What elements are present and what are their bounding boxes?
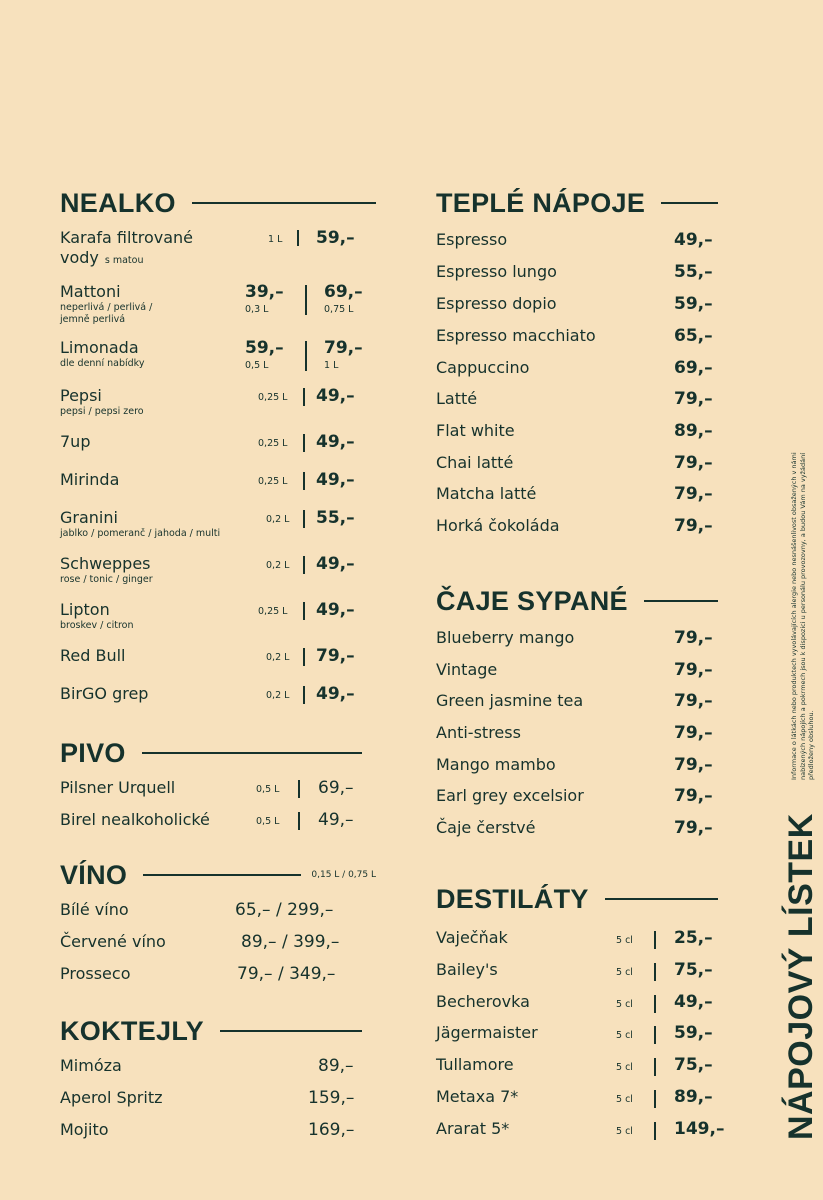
item-name: Mattoni — [60, 282, 121, 301]
item-price: 49,– — [316, 470, 355, 490]
menu-item — [60, 900, 376, 922]
item-name: Anti-stress — [436, 723, 521, 742]
item-price: 79,– — [674, 691, 713, 711]
price-separator — [298, 812, 300, 830]
item-description: rose / tonic / ginger — [60, 574, 153, 585]
section-header — [60, 186, 376, 220]
section-pivo — [60, 736, 376, 830]
item-name: Blueberry mango — [436, 628, 575, 647]
volume-note: 0,15 L / 0,75 L — [311, 870, 376, 880]
allergen-note: Informace o látkách nebo produktech vyvolávajících alergie nebo nesnášenlivost obsažených v námi nabízených nápojích a pokrmech jsou k dispozici u personálu provozovny, a budou Vám na vyžádání předloženy obsluhou. — [790, 452, 815, 780]
menu-item — [436, 691, 728, 713]
item-description: jablko / pomeranč / jahoda / multi — [60, 528, 221, 539]
item-description-line2: jemně perlivá — [60, 314, 126, 325]
item-volume: 0,25 L — [258, 438, 288, 449]
item-name: Birel nealkoholické — [60, 810, 210, 829]
menu-item — [436, 230, 728, 252]
price-separator — [297, 230, 299, 246]
item-price: 49,– — [318, 810, 354, 830]
section-header — [60, 736, 376, 770]
item-price: 79,– — [674, 389, 713, 409]
price-separator — [298, 780, 300, 798]
item-name: BirGO grep — [60, 684, 149, 703]
price-separator — [654, 931, 656, 949]
menu-item — [60, 470, 376, 492]
item-name: Aperol Spritz — [60, 1088, 163, 1107]
price-separator — [654, 1058, 656, 1076]
item-volume: 0,2 L — [266, 514, 290, 525]
item-volume: 5 cl — [616, 1094, 633, 1105]
item-price: 69,– — [318, 778, 354, 798]
menu-item — [436, 326, 728, 348]
menu-item — [60, 338, 376, 374]
menu-item — [60, 646, 376, 668]
item-name: Matcha latté — [436, 484, 537, 503]
menu-item — [436, 358, 728, 380]
item-price-large: 79,– — [324, 338, 363, 358]
item-name: Vintage — [436, 660, 498, 679]
item-name: Earl grey excelsior — [436, 786, 584, 805]
section-divider — [661, 202, 718, 204]
item-name: Latté — [436, 389, 478, 408]
menu-item — [60, 228, 376, 268]
menu-item — [60, 684, 376, 706]
section-destilaty — [436, 882, 728, 1139]
price-separator — [303, 648, 305, 666]
item-volume: 0,25 L — [258, 476, 288, 487]
item-price: 59,– — [674, 294, 713, 314]
menu-item — [436, 484, 728, 506]
item-volume: 5 cl — [616, 967, 633, 978]
item-price: 49,– — [316, 600, 355, 620]
item-name: Lipton — [60, 600, 110, 619]
item-price: 79,– — [674, 628, 713, 648]
item-volume: 5 cl — [616, 1030, 633, 1041]
menu-item — [60, 554, 376, 588]
item-name: Espresso macchiato — [436, 326, 596, 345]
item-price: 49,– — [316, 432, 355, 452]
item-name: Mirinda — [60, 470, 120, 489]
item-volume: 0,2 L — [266, 560, 290, 571]
item-name: Mojito — [60, 1120, 109, 1139]
section-divider — [644, 600, 718, 602]
item-name: Bílé víno — [60, 900, 129, 919]
item-volume: 0,25 L — [258, 392, 288, 403]
section-title: ČAJE SYPANÉ — [436, 585, 628, 616]
item-price: 79,– — [674, 484, 713, 504]
item-description: pepsi / pepsi zero — [60, 406, 144, 417]
price-separator — [305, 285, 307, 315]
item-name: Espresso dopio — [436, 294, 557, 313]
menu-item — [60, 600, 376, 634]
item-price-small: 39,– — [245, 282, 284, 302]
item-price: 79,– — [674, 755, 713, 775]
item-price: 49,– — [674, 992, 713, 1012]
item-price: 89,– — [318, 1056, 354, 1076]
item-name: Mango mambo — [436, 755, 556, 774]
item-description: neperlivá / perlivá / — [60, 302, 153, 313]
menu-item — [60, 1056, 376, 1078]
price-separator — [654, 963, 656, 981]
item-name: Vaječňak — [436, 928, 508, 947]
item-name: Espresso — [436, 230, 508, 249]
item-price: 79,– / 349,– — [237, 964, 336, 984]
item-volume: 0,2 L — [266, 690, 290, 701]
item-price: 79,– — [674, 453, 713, 473]
item-name: Becherovka — [436, 992, 530, 1011]
item-price: 169,– — [308, 1120, 355, 1140]
section-koktejly — [60, 1014, 376, 1140]
item-volume-small: 0,5 L — [245, 360, 269, 371]
price-separator — [303, 686, 305, 704]
menu-item — [436, 1119, 728, 1141]
item-name: Pilsner Urquell — [60, 778, 176, 797]
item-description: dle denní nabídky — [60, 358, 145, 369]
item-volume-small: 0,3 L — [245, 304, 269, 315]
item-volume-large: 1 L — [324, 360, 339, 371]
item-description: broskev / citron — [60, 620, 134, 631]
section-nealko — [60, 186, 376, 704]
item-price: 79,– — [316, 646, 355, 666]
item-name: Tullamore — [436, 1055, 514, 1074]
section-title: DESTILÁTY — [436, 883, 589, 914]
section-title: KOKTEJLY — [60, 1015, 204, 1046]
menu-item — [436, 928, 728, 950]
item-price: 89,– / 399,– — [241, 932, 340, 952]
price-separator — [303, 472, 305, 490]
item-price-small: 59,– — [245, 338, 284, 358]
item-volume: 0,5 L — [256, 784, 280, 795]
menu-item — [60, 1088, 376, 1110]
price-separator — [654, 1026, 656, 1044]
item-volume: 1 L — [268, 234, 283, 245]
item-name: Red Bull — [60, 646, 126, 665]
item-name: Červené víno — [60, 932, 166, 951]
item-name: Pepsi — [60, 386, 102, 405]
menu-item — [436, 992, 728, 1014]
menu-item — [436, 1055, 728, 1077]
item-name: Flat white — [436, 421, 515, 440]
item-price: 65,– — [674, 326, 713, 346]
item-name: 7up — [60, 432, 91, 451]
section-divider — [142, 752, 362, 754]
section-header — [60, 1014, 376, 1048]
item-name: Prosseco — [60, 964, 131, 983]
menu-item — [60, 1120, 376, 1142]
item-volume: 5 cl — [616, 999, 633, 1010]
price-separator — [303, 510, 305, 528]
item-price-large: 69,– — [324, 282, 363, 302]
item-volume: 0,25 L — [258, 606, 288, 617]
menu-item — [60, 508, 376, 542]
menu-item — [436, 294, 728, 316]
section-divider — [143, 874, 301, 876]
section-title: VÍNO — [60, 859, 128, 890]
section-divider — [192, 202, 376, 204]
item-name: Metaxa 7* — [436, 1087, 519, 1106]
item-name: Jägermaister — [436, 1023, 538, 1042]
section-header — [436, 186, 728, 220]
item-volume: 5 cl — [616, 935, 633, 946]
item-price: 59,– — [316, 228, 355, 248]
item-name: Green jasmine tea — [436, 691, 584, 710]
page-title: NÁPOJOVÝ LÍSTEK — [782, 813, 820, 1140]
item-price: 79,– — [674, 516, 713, 536]
menu-item — [436, 421, 728, 443]
menu-item — [436, 262, 728, 284]
item-price: 49,– — [316, 386, 355, 406]
item-volume: 5 cl — [616, 1062, 633, 1073]
item-price: 65,– / 299,– — [235, 900, 334, 920]
menu-item — [60, 778, 376, 800]
section-title: TEPLÉ NÁPOJE — [436, 187, 646, 218]
item-price: 25,– — [674, 928, 713, 948]
price-separator — [303, 434, 305, 452]
menu-item — [436, 516, 728, 538]
section-caje-sypane — [436, 584, 728, 838]
section-title: PIVO — [60, 737, 126, 768]
menu-item — [60, 432, 376, 454]
item-volume: 0,5 L — [256, 816, 280, 827]
menu-item — [436, 723, 728, 745]
menu-item — [60, 964, 376, 986]
menu-item — [436, 755, 728, 777]
menu-item — [436, 960, 728, 982]
menu-item — [436, 786, 728, 808]
item-price: 49,– — [674, 230, 713, 250]
menu-item — [436, 389, 728, 411]
price-separator — [654, 1090, 656, 1108]
item-price: 49,– — [316, 554, 355, 574]
item-price: 79,– — [674, 660, 713, 680]
item-name: Bailey's — [436, 960, 498, 979]
section-header — [436, 882, 728, 916]
menu-item — [436, 660, 728, 682]
item-name-line2: vody s matou — [60, 248, 144, 267]
item-volume: 0,2 L — [266, 652, 290, 663]
item-name: Karafa filtrované — [60, 228, 193, 247]
section-title: NEALKO — [60, 187, 176, 218]
item-name: Granini — [60, 508, 118, 527]
item-price: 79,– — [674, 818, 713, 838]
menu-item — [60, 810, 376, 832]
menu-item — [436, 1023, 728, 1045]
menu-item — [436, 628, 728, 650]
item-description: s matou — [104, 255, 144, 266]
section-teple-napoje — [436, 186, 728, 536]
price-separator — [654, 995, 656, 1013]
menu-item — [60, 282, 376, 325]
section-header — [436, 584, 728, 618]
item-name: Ararat 5* — [436, 1119, 510, 1138]
section-header — [60, 858, 376, 892]
item-volume: 5 cl — [616, 1126, 633, 1137]
menu-item — [60, 386, 376, 420]
price-separator — [305, 341, 307, 371]
item-price: 79,– — [674, 723, 713, 743]
menu-item — [60, 932, 376, 954]
item-name: Limonada — [60, 338, 139, 357]
item-name: Espresso lungo — [436, 262, 557, 281]
item-name: Chai latté — [436, 453, 514, 472]
menu-item — [436, 1087, 728, 1109]
item-name: Schweppes — [60, 554, 151, 573]
section-vino — [60, 858, 376, 984]
item-price: 59,– — [674, 1023, 713, 1043]
item-price: 55,– — [674, 262, 713, 282]
item-price: 79,– — [674, 786, 713, 806]
item-name: Čaje čerstvé — [436, 818, 536, 837]
item-price: 75,– — [674, 960, 713, 980]
item-name: Cappuccino — [436, 358, 530, 377]
item-price: 89,– — [674, 421, 713, 441]
item-name: Mimóza — [60, 1056, 122, 1075]
item-price: 69,– — [674, 358, 713, 378]
menu-item — [436, 818, 728, 840]
price-separator — [303, 556, 305, 574]
section-divider — [605, 898, 718, 900]
item-price: 149,– — [674, 1119, 725, 1139]
item-volume-large: 0,75 L — [324, 304, 354, 315]
price-separator — [303, 388, 305, 406]
item-price: 75,– — [674, 1055, 713, 1075]
item-price: 159,– — [308, 1088, 355, 1108]
item-price: 49,– — [316, 684, 355, 704]
price-separator — [654, 1122, 656, 1140]
item-price: 55,– — [316, 508, 355, 528]
menu-item — [436, 453, 728, 475]
item-name: Horká čokoláda — [436, 516, 560, 535]
item-price: 89,– — [674, 1087, 713, 1107]
price-separator — [303, 602, 305, 620]
section-divider — [220, 1030, 362, 1032]
